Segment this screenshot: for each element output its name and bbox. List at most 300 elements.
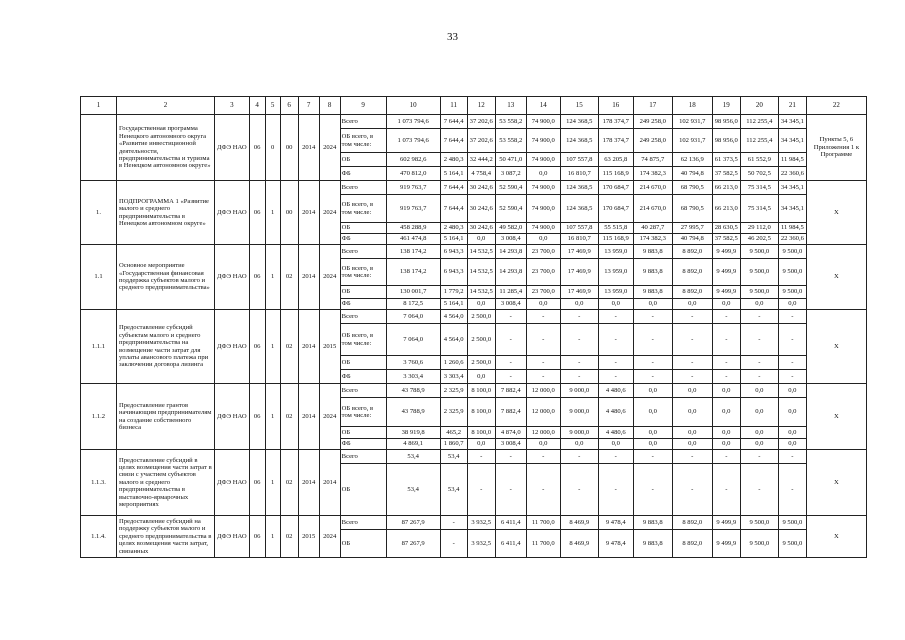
amount-cell: - xyxy=(598,310,633,324)
amount-cell: - xyxy=(467,450,495,464)
column-number: 16 xyxy=(598,97,633,115)
amount-cell: 11 700,0 xyxy=(526,516,560,530)
amount-cell: - xyxy=(778,310,806,324)
item-number: 1.1.3. xyxy=(81,450,117,516)
amount-cell: 9 883,8 xyxy=(633,516,672,530)
amount-cell: 6 943,3 xyxy=(440,259,467,286)
column-number: 22 xyxy=(806,97,866,115)
amount-cell: 124 368,5 xyxy=(560,115,598,129)
year-end: 2015 xyxy=(319,310,340,384)
amount-cell: - xyxy=(440,530,467,558)
column-number: 1 xyxy=(81,97,117,115)
amount-cell: 919 763,7 xyxy=(386,195,440,223)
year-end: 2024 xyxy=(319,181,340,245)
amount-cell: 4 869,1 xyxy=(386,439,440,450)
amount-cell: 7 064,0 xyxy=(386,310,440,324)
amount-cell: 11 700,0 xyxy=(526,530,560,558)
amount-cell: - xyxy=(598,370,633,384)
amount-cell: 61 552,9 xyxy=(740,153,778,167)
amount-cell: 37 582,5 xyxy=(712,234,740,245)
table-row xyxy=(81,310,867,324)
amount-cell: - xyxy=(712,464,740,516)
amount-cell: 1 779,2 xyxy=(440,286,467,299)
amount-cell: 0,0 xyxy=(467,370,495,384)
amount-cell: 55 515,8 xyxy=(598,223,633,234)
amount-cell: 23 700,0 xyxy=(526,245,560,259)
item-number: 1.1.2 xyxy=(81,384,117,450)
amount-cell: 9 500,0 xyxy=(778,286,806,299)
amount-cell: 1 860,7 xyxy=(440,439,467,450)
amount-cell: 0,0 xyxy=(467,234,495,245)
amount-cell: 17 469,9 xyxy=(560,259,598,286)
code-cell: 06 xyxy=(249,310,265,384)
amount-cell: 87 267,9 xyxy=(386,516,440,530)
amount-cell: 3 008,4 xyxy=(495,234,526,245)
amount-cell: 0,0 xyxy=(778,398,806,427)
amount-cell: 74 900,0 xyxy=(526,115,560,129)
amount-cell: 2 325,9 xyxy=(440,384,467,398)
amount-cell: 74 900,0 xyxy=(526,181,560,195)
amount-cell: 8 892,0 xyxy=(672,516,712,530)
amount-cell: 0,0 xyxy=(672,384,712,398)
amount-cell: 0,0 xyxy=(467,439,495,450)
amount-cell: 9 478,4 xyxy=(598,530,633,558)
amount-cell: - xyxy=(598,324,633,356)
amount-cell: 124 368,5 xyxy=(560,129,598,153)
amount-cell: 34 345,1 xyxy=(778,195,806,223)
amount-cell: - xyxy=(495,450,526,464)
amount-cell: 11 285,4 xyxy=(495,286,526,299)
amount-cell: - xyxy=(778,356,806,370)
amount-cell: 138 174,2 xyxy=(386,259,440,286)
funding-source-label: Всего xyxy=(340,310,386,324)
amount-cell: 4 480,6 xyxy=(598,427,633,439)
amount-cell: - xyxy=(633,324,672,356)
code-cell: 1 xyxy=(265,310,280,384)
amount-cell: - xyxy=(672,464,712,516)
amount-cell: 0,0 xyxy=(526,439,560,450)
item-name: Предоставление субсидий субъектам малого и среднего предпринимательства на возмещение части затрат для уплаты авансового платежа при заключении договора лизинга xyxy=(117,310,215,384)
amount-cell: 2 325,9 xyxy=(440,398,467,427)
amount-cell: - xyxy=(526,450,560,464)
amount-cell: - xyxy=(712,370,740,384)
note-cell: Х xyxy=(806,181,866,245)
amount-cell: 8 892,0 xyxy=(672,530,712,558)
amount-cell: 9 500,0 xyxy=(740,530,778,558)
amount-cell: 9 883,8 xyxy=(633,245,672,259)
year-end: 2014 xyxy=(319,450,340,516)
amount-cell: 0,0 xyxy=(778,427,806,439)
amount-cell: 0,0 xyxy=(712,299,740,310)
amount-cell: 3 087,2 xyxy=(495,167,526,181)
amount-cell: 14 532,5 xyxy=(467,245,495,259)
amount-cell: 9 500,0 xyxy=(740,245,778,259)
amount-cell: - xyxy=(633,464,672,516)
amount-cell: 4 874,0 xyxy=(495,427,526,439)
funding-source-label: Всего xyxy=(340,245,386,259)
amount-cell: 0,0 xyxy=(526,167,560,181)
amount-cell: 0,0 xyxy=(633,439,672,450)
executor: ДФЭ НАО xyxy=(215,181,250,245)
amount-cell: 28 630,5 xyxy=(712,223,740,234)
amount-cell: 9 478,4 xyxy=(598,516,633,530)
amount-cell: - xyxy=(778,450,806,464)
amount-cell: 0,0 xyxy=(778,439,806,450)
column-number: 14 xyxy=(526,97,560,115)
amount-cell: 102 931,7 xyxy=(672,115,712,129)
column-number: 19 xyxy=(712,97,740,115)
amount-cell: 0,0 xyxy=(712,398,740,427)
amount-cell: - xyxy=(440,516,467,530)
funding-source-label: Всего xyxy=(340,516,386,530)
item-name: Предоставление субсидий в целях возмещения части затрат в связи с участием субъектов малого и среднего предпринимательства в выставочно-ярмарочных мероприятиях xyxy=(117,450,215,516)
amount-cell: 6 943,3 xyxy=(440,245,467,259)
amount-cell: - xyxy=(495,356,526,370)
amount-cell: 7 644,4 xyxy=(440,115,467,129)
amount-cell: 29 112,0 xyxy=(740,223,778,234)
amount-cell: 27 995,7 xyxy=(672,223,712,234)
item-number xyxy=(81,115,117,181)
code-cell: 02 xyxy=(280,450,298,516)
amount-cell: 4 480,6 xyxy=(598,398,633,427)
code-cell: 1 xyxy=(265,450,280,516)
column-number: 17 xyxy=(633,97,672,115)
amount-cell: - xyxy=(495,464,526,516)
amount-cell: 5 164,1 xyxy=(440,299,467,310)
amount-cell: 0,0 xyxy=(633,398,672,427)
amount-cell: - xyxy=(560,450,598,464)
amount-cell: - xyxy=(598,450,633,464)
amount-cell: 107 557,8 xyxy=(560,223,598,234)
column-number: 20 xyxy=(740,97,778,115)
amount-cell: 0,0 xyxy=(598,299,633,310)
funding-source-label: ОБ xyxy=(340,223,386,234)
amount-cell: - xyxy=(633,450,672,464)
year-start: 2014 xyxy=(298,115,319,181)
amount-cell: 470 812,0 xyxy=(386,167,440,181)
amount-cell: - xyxy=(526,310,560,324)
code-cell: 1 xyxy=(265,384,280,450)
amount-cell: 7 644,4 xyxy=(440,195,467,223)
amount-cell: 11 984,5 xyxy=(778,153,806,167)
year-end: 2024 xyxy=(319,516,340,558)
funding-source-label: ОБ всего, в том числе: xyxy=(340,195,386,223)
amount-cell: - xyxy=(740,310,778,324)
amount-cell: 4 564,0 xyxy=(440,324,467,356)
amount-cell: 214 670,0 xyxy=(633,181,672,195)
amount-cell: 0,0 xyxy=(740,299,778,310)
year-end: 2024 xyxy=(319,384,340,450)
amount-cell: 9 500,0 xyxy=(740,286,778,299)
amount-cell: 9 000,0 xyxy=(560,384,598,398)
code-cell: 00 xyxy=(280,181,298,245)
column-number: 10 xyxy=(386,97,440,115)
amount-cell: 249 258,0 xyxy=(633,115,672,129)
amount-cell: 170 684,7 xyxy=(598,181,633,195)
amount-cell: 9 500,0 xyxy=(778,245,806,259)
funding-source-label: ФБ xyxy=(340,439,386,450)
note-cell: Х xyxy=(806,310,866,384)
amount-cell: 75 314,5 xyxy=(740,181,778,195)
amount-cell: 34 345,1 xyxy=(778,115,806,129)
item-name: ПОДПРОГРАММА 1 «Развитие малого и среднего предпринимательства в Ненецком автономном округе» xyxy=(117,181,215,245)
amount-cell: 9 883,8 xyxy=(633,530,672,558)
amount-cell: 178 374,7 xyxy=(598,115,633,129)
amount-cell: 52 590,4 xyxy=(495,181,526,195)
amount-cell: 9 500,0 xyxy=(778,530,806,558)
amount-cell: - xyxy=(672,370,712,384)
amount-cell: 124 368,5 xyxy=(560,195,598,223)
amount-cell: 16 810,7 xyxy=(560,167,598,181)
amount-cell: 49 582,0 xyxy=(495,223,526,234)
year-start: 2014 xyxy=(298,181,319,245)
amount-cell: 174 382,3 xyxy=(633,167,672,181)
amount-cell: - xyxy=(598,464,633,516)
amount-cell: - xyxy=(526,356,560,370)
amount-cell: 98 956,0 xyxy=(712,115,740,129)
column-number: 9 xyxy=(340,97,386,115)
amount-cell: 0,0 xyxy=(672,398,712,427)
table-row xyxy=(81,516,867,530)
amount-cell: 107 557,8 xyxy=(560,153,598,167)
amount-cell: 22 360,6 xyxy=(778,167,806,181)
code-cell: 02 xyxy=(280,384,298,450)
amount-cell: 7 882,4 xyxy=(495,384,526,398)
amount-cell: 66 213,0 xyxy=(712,195,740,223)
year-start: 2015 xyxy=(298,516,319,558)
funding-source-label: ОБ всего, в том числе: xyxy=(340,398,386,427)
amount-cell: 7 882,4 xyxy=(495,398,526,427)
column-number: 11 xyxy=(440,97,467,115)
amount-cell: - xyxy=(712,310,740,324)
amount-cell: 7 644,4 xyxy=(440,129,467,153)
amount-cell: 170 684,7 xyxy=(598,195,633,223)
amount-cell: 214 670,0 xyxy=(633,195,672,223)
year-start: 2014 xyxy=(298,384,319,450)
amount-cell: 2 480,3 xyxy=(440,153,467,167)
code-cell: 06 xyxy=(249,115,265,181)
amount-cell: 30 242,6 xyxy=(467,195,495,223)
amount-cell: - xyxy=(672,310,712,324)
amount-cell: 2 480,3 xyxy=(440,223,467,234)
amount-cell: - xyxy=(633,310,672,324)
amount-cell: - xyxy=(560,310,598,324)
code-cell: 06 xyxy=(249,245,265,310)
amount-cell: - xyxy=(740,356,778,370)
amount-cell: 8 892,0 xyxy=(672,259,712,286)
amount-cell: 112 255,4 xyxy=(740,115,778,129)
amount-cell: 0,0 xyxy=(467,299,495,310)
amount-cell: 53,4 xyxy=(440,464,467,516)
amount-cell: 2 500,0 xyxy=(467,310,495,324)
amount-cell: - xyxy=(495,310,526,324)
executor: ДФЭ НАО xyxy=(215,115,250,181)
amount-cell: 32 444,2 xyxy=(467,153,495,167)
amount-cell: 74 900,0 xyxy=(526,223,560,234)
funding-source-label: Всего xyxy=(340,450,386,464)
amount-cell: 465,2 xyxy=(440,427,467,439)
funding-source-label: ФБ xyxy=(340,299,386,310)
amount-cell: 0,0 xyxy=(560,299,598,310)
page-number: 33 xyxy=(447,31,458,43)
amount-cell: 68 790,5 xyxy=(672,181,712,195)
code-cell: 02 xyxy=(280,516,298,558)
amount-cell: 30 242,6 xyxy=(467,223,495,234)
amount-cell: 0,0 xyxy=(740,427,778,439)
amount-cell: 63 205,8 xyxy=(598,153,633,167)
code-cell: 1 xyxy=(265,181,280,245)
code-cell: 02 xyxy=(280,245,298,310)
funding-source-label: ОБ xyxy=(340,286,386,299)
amount-cell: 9 883,8 xyxy=(633,259,672,286)
amount-cell: 2 500,0 xyxy=(467,356,495,370)
amount-cell: - xyxy=(526,464,560,516)
header-row xyxy=(81,97,867,115)
amount-cell: 75 314,5 xyxy=(740,195,778,223)
amount-cell: 13 959,0 xyxy=(598,259,633,286)
amount-cell: - xyxy=(672,450,712,464)
amount-cell: 0,0 xyxy=(740,439,778,450)
amount-cell: 34 345,1 xyxy=(778,129,806,153)
amount-cell: 0,0 xyxy=(633,427,672,439)
amount-cell: - xyxy=(712,450,740,464)
amount-cell: - xyxy=(740,464,778,516)
amount-cell: 8 469,9 xyxy=(560,530,598,558)
amount-cell: - xyxy=(598,356,633,370)
amount-cell: - xyxy=(560,370,598,384)
amount-cell: 23 700,0 xyxy=(526,259,560,286)
amount-cell: 0,0 xyxy=(633,384,672,398)
amount-cell: 3 932,5 xyxy=(467,516,495,530)
amount-cell: 9 499,9 xyxy=(712,245,740,259)
amount-cell: 115 168,9 xyxy=(598,234,633,245)
amount-cell: 30 242,6 xyxy=(467,181,495,195)
amount-cell: 115 168,9 xyxy=(598,167,633,181)
column-number: 18 xyxy=(672,97,712,115)
amount-cell: - xyxy=(560,464,598,516)
amount-cell: 6 411,4 xyxy=(495,516,526,530)
amount-cell: 8 100,0 xyxy=(467,384,495,398)
column-number: 2 xyxy=(117,97,215,115)
amount-cell: 0,0 xyxy=(672,439,712,450)
amount-cell: 53 558,2 xyxy=(495,129,526,153)
amount-cell: 40 287,7 xyxy=(633,223,672,234)
amount-cell: 74 900,0 xyxy=(526,195,560,223)
amount-cell: 14 293,8 xyxy=(495,245,526,259)
amount-cell: 9 500,0 xyxy=(778,516,806,530)
item-name: Основное мероприятие «Государственная финансовая поддержка субъектов малого и среднего предпринимательства» xyxy=(117,245,215,310)
executor: ДФЭ НАО xyxy=(215,516,250,558)
amount-cell: 74 900,0 xyxy=(526,129,560,153)
column-number: 21 xyxy=(778,97,806,115)
funding-source-label: ОБ xyxy=(340,464,386,516)
amount-cell: 50 471,0 xyxy=(495,153,526,167)
amount-cell: 66 213,0 xyxy=(712,181,740,195)
table-row xyxy=(81,450,867,464)
amount-cell: 9 000,0 xyxy=(560,427,598,439)
year-start: 2014 xyxy=(298,310,319,384)
amount-cell: 52 590,4 xyxy=(495,195,526,223)
financing-table xyxy=(80,96,867,558)
table-row xyxy=(81,181,867,195)
amount-cell: - xyxy=(740,450,778,464)
amount-cell: 13 959,0 xyxy=(598,245,633,259)
amount-cell: 0,0 xyxy=(672,427,712,439)
code-cell: 1 xyxy=(265,516,280,558)
amount-cell: 12 000,0 xyxy=(526,398,560,427)
amount-cell: - xyxy=(672,356,712,370)
column-number: 4 xyxy=(249,97,265,115)
amount-cell: - xyxy=(526,324,560,356)
amount-cell: 9 500,0 xyxy=(740,259,778,286)
amount-cell: 16 810,7 xyxy=(560,234,598,245)
amount-cell: - xyxy=(526,370,560,384)
executor: ДФЭ НАО xyxy=(215,384,250,450)
amount-cell: 37 202,6 xyxy=(467,115,495,129)
amount-cell: 46 202,5 xyxy=(740,234,778,245)
amount-cell: 7 644,4 xyxy=(440,181,467,195)
amount-cell: 0,0 xyxy=(740,398,778,427)
year-end: 2024 xyxy=(319,115,340,181)
code-cell: 06 xyxy=(249,516,265,558)
amount-cell: 919 763,7 xyxy=(386,181,440,195)
code-cell: 06 xyxy=(249,181,265,245)
funding-source-label: ФБ xyxy=(340,167,386,181)
amount-cell: 40 794,8 xyxy=(672,234,712,245)
amount-cell: 0,0 xyxy=(778,299,806,310)
amount-cell: 249 258,0 xyxy=(633,129,672,153)
amount-cell: 0,0 xyxy=(526,299,560,310)
code-cell: 1 xyxy=(265,245,280,310)
funding-source-label: ФБ xyxy=(340,370,386,384)
amount-cell: 9 499,9 xyxy=(712,530,740,558)
funding-source-label: ОБ всего, в том числе: xyxy=(340,324,386,356)
amount-cell: - xyxy=(467,464,495,516)
amount-cell: 68 790,5 xyxy=(672,195,712,223)
amount-cell: 14 532,5 xyxy=(467,286,495,299)
amount-cell: 1 260,6 xyxy=(440,356,467,370)
amount-cell: 12 000,0 xyxy=(526,427,560,439)
amount-cell: 458 288,9 xyxy=(386,223,440,234)
amount-cell: 1 073 794,6 xyxy=(386,129,440,153)
executor: ДФЭ НАО xyxy=(215,450,250,516)
funding-source-label: ОБ всего, в том числе: xyxy=(340,129,386,153)
amount-cell: 40 794,8 xyxy=(672,167,712,181)
year-start: 2014 xyxy=(298,450,319,516)
amount-cell: 0,0 xyxy=(712,439,740,450)
amount-cell: 602 982,6 xyxy=(386,153,440,167)
amount-cell: 37 202,6 xyxy=(467,129,495,153)
amount-cell: 37 582,5 xyxy=(712,167,740,181)
amount-cell: 6 411,4 xyxy=(495,530,526,558)
amount-cell: 61 373,5 xyxy=(712,153,740,167)
amount-cell: 4 758,4 xyxy=(467,167,495,181)
amount-cell: 14 532,5 xyxy=(467,259,495,286)
item-number: 1.1 xyxy=(81,245,117,310)
amount-cell: 0,0 xyxy=(672,299,712,310)
item-number: 1.1.1 xyxy=(81,310,117,384)
amount-cell: - xyxy=(712,324,740,356)
amount-cell: 17 469,9 xyxy=(560,286,598,299)
item-name: Предоставление грантов начинающим предпринимателям на создание собственного бизнеса xyxy=(117,384,215,450)
amount-cell: 112 255,4 xyxy=(740,129,778,153)
amount-cell: 53 558,2 xyxy=(495,115,526,129)
amount-cell: 5 164,1 xyxy=(440,167,467,181)
code-cell: 06 xyxy=(249,384,265,450)
code-cell: 02 xyxy=(280,310,298,384)
amount-cell: - xyxy=(778,464,806,516)
amount-cell: - xyxy=(778,324,806,356)
